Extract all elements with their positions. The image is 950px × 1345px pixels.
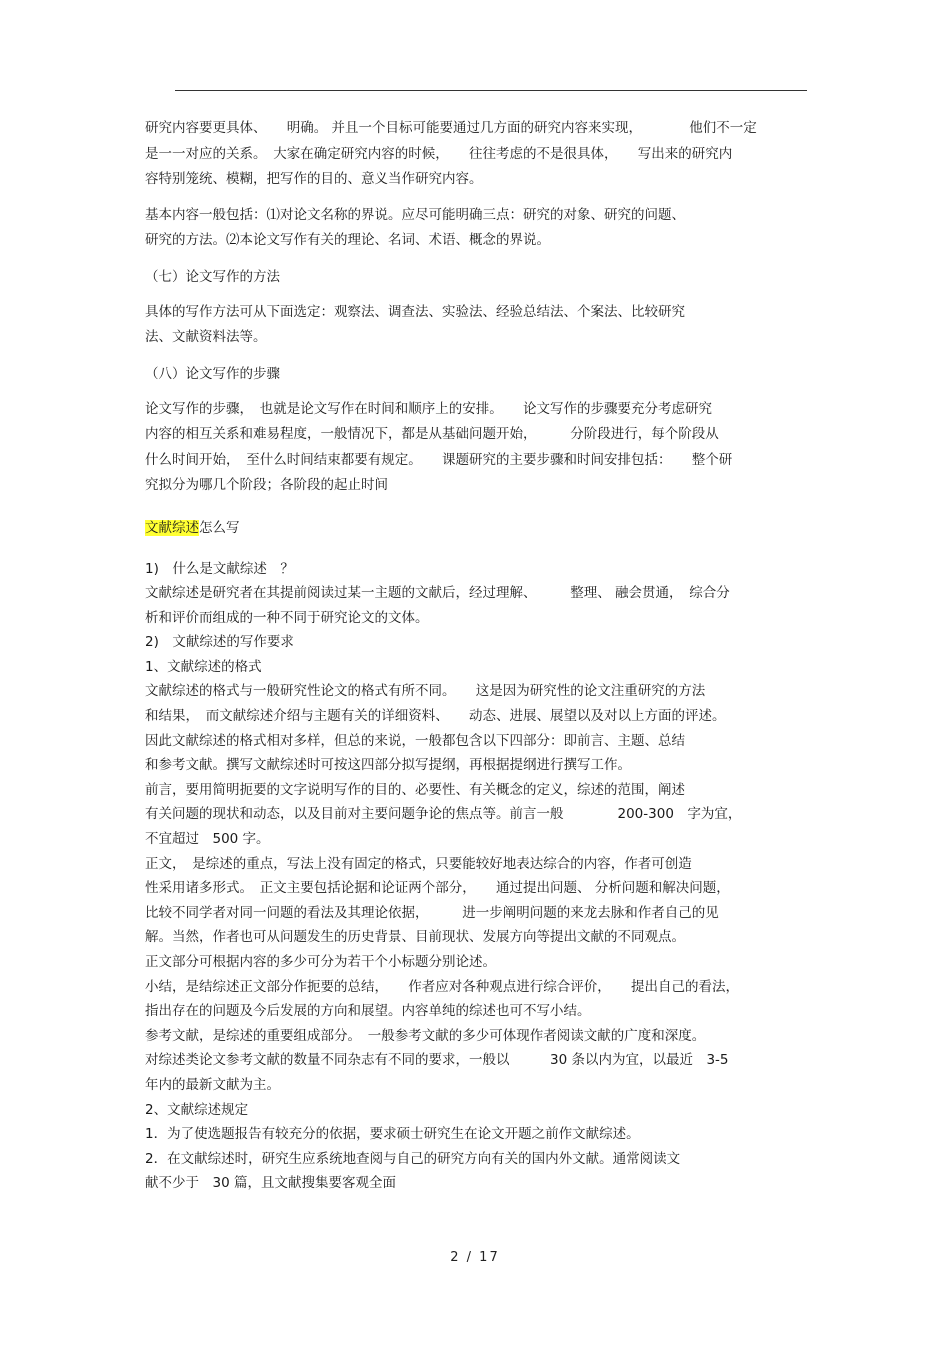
literature-review-heading [145, 515, 805, 541]
text-line: 和参考文献。撰写文献综述时可按这四部分拟写提纲，再根据提纲进行撰写工作。 [145, 757, 631, 774]
text-line: 法、文献资料法等。 [145, 329, 267, 345]
highlighted-text: 文献综述 [145, 519, 199, 536]
paragraph-basic-content [145, 203, 805, 254]
text-line: 性采用诸多形式。 正文主要包括论据和论证两个部分， 通过提出问题、 分析问题和解决问题， [145, 880, 730, 897]
paragraph-methods [145, 300, 805, 351]
text-line: 正文， 是综述的重点，写法上没有固定的格式，只要能较好地表达综合的内容，作者可创造 [145, 855, 692, 872]
text-line: 论文写作的步骤， 也就是论文写作在时间和顺序上的安排。 论文写作的步骤要充分考虑研究 [145, 400, 712, 417]
text-line: 正文部分可根据内容的多少可分为若干个小标题分别论述。 [145, 954, 496, 970]
section-heading-methods: （七）论文写作的方法 [145, 268, 280, 285]
text-line: 研究的方法。⑵本论文写作有关的理论、名词、术语、概念的界说。 [145, 232, 550, 248]
text-line: 因此文献综述的格式相对多样，但总的来说，一般都包含以下四部分：即前言、主题、总结 [145, 732, 685, 749]
text-line: 基本内容一般包括：⑴对论文名称的界说。应尽可能明确三点：研究的对象、研究的问题、 [145, 206, 685, 223]
text-line: 2) 文献综述的写作要求 [145, 634, 294, 651]
text-line: 指出存在的问题及今后发展的方向和展望。内容单纯的综述也可不写小结。 [145, 1003, 591, 1020]
text-line: 容特别笼统、模糊，把写作的目的、意义当作研究内容。 [145, 171, 483, 187]
paragraph-literature-review [145, 557, 805, 1196]
paragraph-steps [145, 397, 805, 499]
paragraph-research-content [145, 116, 805, 193]
text-line: 不宜超过 500 字。 [145, 831, 270, 848]
text-line: 1) 什么是文献综述 ？ [145, 560, 294, 577]
text-line: 研究内容要更具体、 明确。 并且一个目标可能要通过几方面的研究内容来实现， 他们不一定 [145, 120, 757, 136]
text-line: 内容的相互关系和难易程度，一般情况下，都是从基础问题开始， 分阶段进行，每个阶段从 [145, 426, 719, 442]
text-line: 解。当然，作者也可从问题发生的历史背景、目前现状、发展方向等提出文献的不同观点。 [145, 929, 685, 946]
text-line: 2．在文献综述时，研究生应系统地查阅与自己的研究方向有关的国内外文献。通常阅读文 [145, 1150, 681, 1167]
text-line: 文献综述是研究者在其提前阅读过某一主题的文献后，经过理解、 整理、 融会贯通， 综合分 [145, 585, 730, 602]
heading-rest-text: 怎么写 [199, 519, 240, 536]
text-line: 2、文献综述规定 [145, 1101, 249, 1118]
document-body [145, 116, 805, 1196]
text-line: 究拟分为哪几个阶段；各阶段的起止时间 [145, 477, 388, 493]
section-heading-steps: （八）论文写作的步骤 [145, 365, 280, 382]
text-line: 是一一对应的关系。 大家在确定研究内容的时候， 往往考虑的不是很具体， 写出来的研究内 [145, 145, 733, 162]
header-rule [175, 90, 807, 91]
text-line: 有关问题的现状和动态，以及目前对主要问题争论的焦点等。前言一般 200-300 字为宜， [145, 806, 742, 823]
text-line: 年内的最新文献为主。 [145, 1076, 280, 1093]
text-line: 和结果， 而文献综述介绍与主题有关的详细资料、 动态、进展、展望以及对以上方面的评述。 [145, 708, 726, 725]
text-line: 小结，是结综述正文部分作扼要的总结， 作者应对各种观点进行综合评价， 提出自己的看法， [145, 978, 739, 995]
page-number: 2 / 17 [450, 1250, 500, 1265]
text-line: 具体的写作方法可从下面选定：观察法、调查法、实验法、经验总结法、个案法、比较研究 [145, 303, 685, 320]
text-line: 献不少于 30 篇，且文献搜集要客观全面 [145, 1175, 396, 1192]
text-line: 1、文献综述的格式 [145, 658, 262, 675]
text-line: 1．为了使选题报告有较充分的依据，要求硕士研究生在论文开题之前作文献综述。 [145, 1126, 640, 1143]
text-line: 比较不同学者对同一问题的看法及其理论依据， 进一步阐明问题的来龙去脉和作者自己的见 [145, 904, 719, 921]
text-line: 什么时间开始， 至什么时间结束都要有规定。 课题研究的主要步骤和时间安排包括： 整个研 [145, 451, 733, 468]
text-line: 参考文献，是综述的重要组成部分。 一般参考文献的多少可体现作者阅读文献的广度和深度。 [145, 1027, 706, 1044]
text-line: 析和评价而组成的一种不同于研究论文的文体。 [145, 609, 429, 626]
text-line: 文献综述的格式与一般研究性论文的格式有所不同。 这是因为研究性的论文注重研究的方法 [145, 683, 706, 700]
text-line: 前言，要用简明扼要的文字说明写作的目的、必要性、有关概念的定义，综述的范围，阐述 [145, 781, 685, 798]
text-line: 对综述类论文参考文献的数量不同杂志有不同的要求，一般以 30 条以内为宜，以最近 3-5 [145, 1052, 729, 1069]
